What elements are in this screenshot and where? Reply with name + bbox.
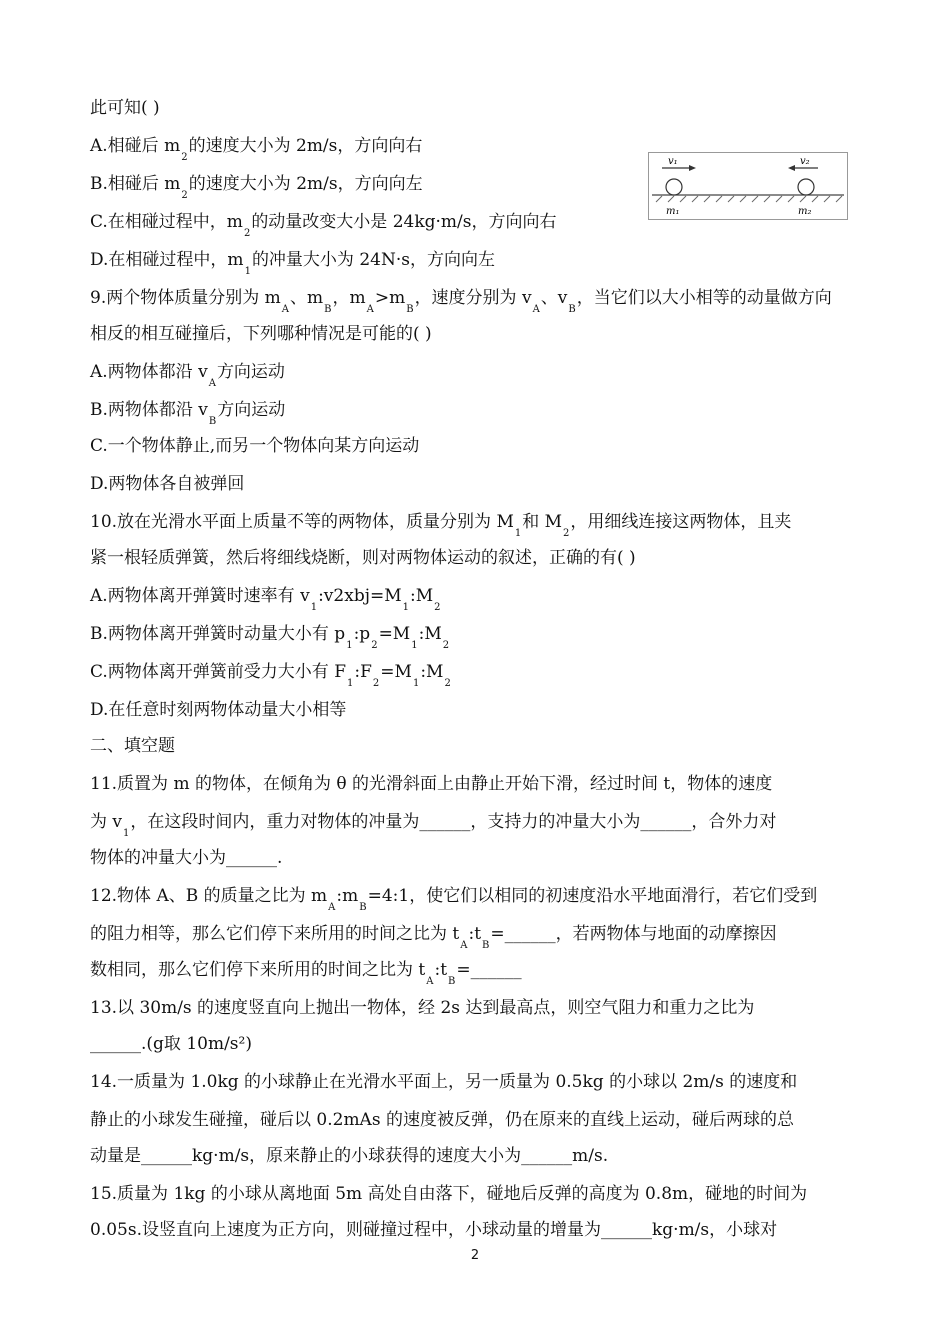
subscript: A <box>208 378 216 389</box>
subscript: 1 <box>310 602 318 613</box>
subscript: B <box>406 304 414 315</box>
text-line: B.两物体离开弹簧时动量大小有 $p_1:p_2=M_1:M_2$ <box>90 624 450 651</box>
text-line: 的阻力相等，那么它们停下来所用的时间之比为 $t_A:t_B=\_\_\_\_\_\_$，若两物体与地面的动摩擦因 <box>90 924 777 951</box>
text-line: C.在相碰过程中，$m_2$的动量改变大小是 24kg·m/s，方向向右 <box>90 212 557 239</box>
text-line: 10.放在光滑水平面上质量不等的两物体，质量分别为 $M_1$和 $M_2$，用细线连接这两物体，且夹 <box>90 512 792 539</box>
text-line: 0.05s.设竖直向上速度为正方向，则碰撞过程中，小球动量的增量为______kg·m/s，小球对 <box>90 1220 778 1240</box>
text-line: A.相碰后 $m_2$的速度大小为 2m/s，方向向右 <box>90 136 423 163</box>
subscript: A <box>281 304 289 315</box>
text-line: 数相同，那么它们停下来所用的时间之比为 $t_A:t_B=\_\_\_\_\_\_$ <box>90 960 522 987</box>
subscript: A <box>532 304 540 315</box>
subscript: 1 <box>347 678 354 689</box>
text-line: 紧一根轻质弹簧，然后将细线烧断，则对两物体运动的叙述，正确的有( ) <box>90 548 636 568</box>
subscript: 2 <box>442 640 450 651</box>
subscript: B <box>448 976 456 987</box>
text-line: A.两物体都沿 $v_A$方向运动 <box>90 362 285 389</box>
text-line: A.两物体离开弹簧时速率有 $v_1:v2xbj=M_1:M_2$ <box>90 586 441 613</box>
label-m1: m₁ <box>666 206 680 217</box>
page-number: 2 <box>470 1248 480 1263</box>
subscript: 2 <box>243 228 251 239</box>
text-line: 11.质置为 m 的物体，在倾角为 θ 的光滑斜面上由静止开始下滑，经过时间 t，物体的速度 <box>90 774 773 794</box>
text-line: 二、填空题 <box>90 736 175 756</box>
subscript: 1 <box>346 640 353 651</box>
subscript: B <box>324 304 332 315</box>
label-v1: v₁ <box>668 156 678 167</box>
subscript: B <box>359 902 367 913</box>
text-line: B.相碰后 $m_2$的速度大小为 2m/s，方向向左 <box>90 174 423 201</box>
subscript: A <box>366 304 374 315</box>
subscript: 2 <box>434 602 441 613</box>
ball-m1 <box>666 179 682 195</box>
subscript: 2 <box>444 678 451 689</box>
subscript: 1 <box>123 828 130 839</box>
text-line: 静止的小球发生碰撞，碰后以 0.2mAs 的速度被反弹，仍在原来的直线上运动，碰后两球的总 <box>90 1110 794 1130</box>
collision-diagram <box>648 152 848 220</box>
text-line: C.一个物体静止,而另一个物体向某方向运动 <box>90 436 420 456</box>
text-line: 14.一质量为 1.0kg 的小球静止在光滑水平面上，另一质量为 0.5kg 的小球以 2m/s 的速度和 <box>90 1072 798 1092</box>
subscript: 1 <box>244 266 251 277</box>
subscript: 2 <box>372 678 380 689</box>
text-line: 13.以 30m/s 的速度竖直向上抛出一物体，经 2s 达到最高点，则空气阻力和重力之比为 <box>90 998 755 1018</box>
text-line: D.两物体各自被弹回 <box>90 474 245 494</box>
text-line: 相反的相互碰撞后，下列哪种情况是可能的( ) <box>90 324 432 344</box>
ball-m2 <box>798 179 814 195</box>
subscript: 1 <box>514 528 522 539</box>
text-line: 此可知( ) <box>90 98 160 118</box>
subscript: B <box>482 940 490 951</box>
text-line: 动量是______kg·m/s，原来静止的小球获得的速度大小为______m/s. <box>90 1146 609 1166</box>
text-line: D.在相碰过程中，$m_1$的冲量大小为 24N·s，方向向左 <box>90 250 495 277</box>
text-line: 12.物体 A、B 的质量之比为 $m_A:m_B=4:1$，使它们以相同的初速度沿水平地面滑行，若它们受到 <box>90 886 818 913</box>
text-line: 9.两个物体质量分别为 $m_A$、$m_B$，$m_A>m_B$，速度分别为 $v_A$、$v_B$，当它们以大小相等的动量做方向 <box>90 288 832 315</box>
subscript: 2 <box>563 528 570 539</box>
label-m2: m₂ <box>798 206 812 217</box>
text-line: ______.(g取 10m/s²) <box>90 1034 252 1054</box>
label-v2: v₂ <box>800 156 810 167</box>
subscript: 1 <box>402 602 409 613</box>
subscript: A <box>460 940 468 951</box>
subscript: B <box>568 304 576 315</box>
subscript: A <box>426 976 434 987</box>
subscript: 2 <box>181 190 188 201</box>
subscript: A <box>328 902 336 913</box>
text-line: 为 $v_1$，在这段时间内，重力对物体的冲量为______，支持力的冲量大小为______，合外力对 <box>90 812 777 839</box>
text-line: 15.质量为 1kg 的小球从离地面 5m 高处自由落下，碰地后反弹的高度为 0.8m，碰地的时间为 <box>90 1184 808 1204</box>
subscript: B <box>208 416 217 427</box>
text-line: D.在任意时刻两物体动量大小相等 <box>90 700 347 720</box>
text-line: C.两物体离开弹簧前受力大小有 $F_1:F_2=M_1:M_2$ <box>90 662 451 689</box>
subscript: 2 <box>371 640 378 651</box>
text-line: 物体的冲量大小为______. <box>90 848 283 868</box>
subscript: 1 <box>412 678 420 689</box>
text-line: B.两物体都沿 $v_B$方向运动 <box>90 400 286 427</box>
subscript: 1 <box>411 640 418 651</box>
subscript: 2 <box>181 152 188 163</box>
